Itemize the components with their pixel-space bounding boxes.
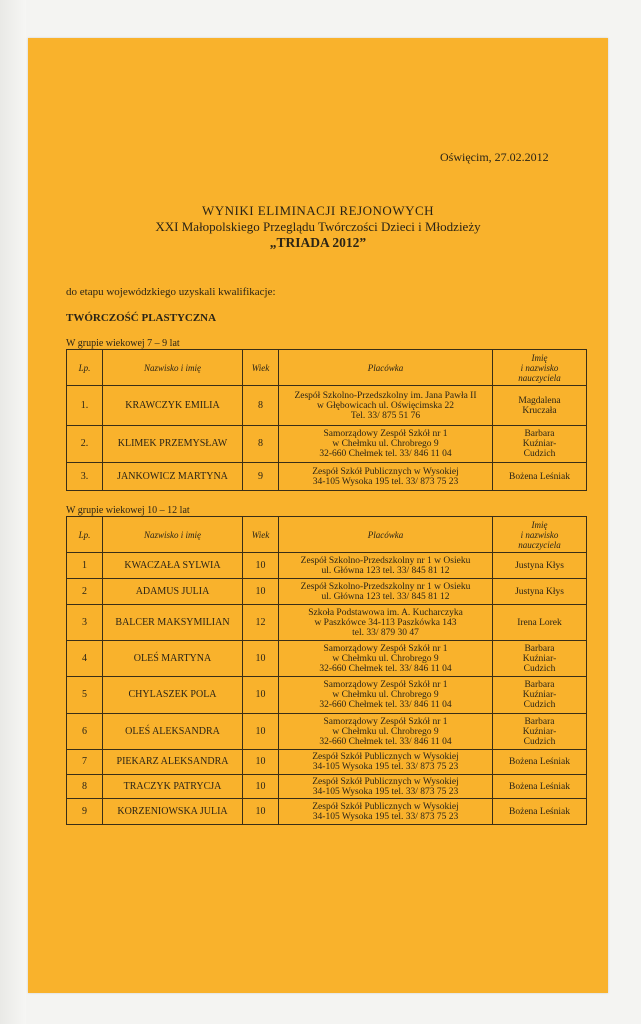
teacher-cell (493, 579, 587, 605)
results-table-group-2 (66, 516, 587, 825)
row-number: 2. (67, 426, 103, 463)
teacher-line: Cudzich (523, 449, 556, 459)
row-number: 4 (67, 641, 103, 677)
school-cell (279, 714, 493, 750)
table-row (67, 463, 587, 491)
school-line: Tel. 33/ 875 51 76 (350, 410, 421, 421)
header-age: Wiek (243, 517, 279, 553)
document-date: Oświęcim, 27.02.2012 (440, 150, 549, 164)
school-line: Zespół Szkół Publicznych w Wysokiej (312, 466, 459, 477)
school-line: w Chełmku ul. Chrobrego 9 (332, 439, 439, 449)
table-row (67, 579, 587, 605)
school-cell (279, 463, 493, 491)
school-line: ul. Główna 123 tel. 33/ 845 81 12 (321, 565, 450, 576)
participant-age: 8 (243, 426, 279, 463)
school-cell (279, 775, 493, 799)
teacher-cell (493, 605, 587, 641)
school-line: Zespół Szkolno-Przedszkolny nr 1 w Osieku (300, 581, 471, 592)
table-row (67, 553, 587, 579)
participant-name: OLEŚ MARTYNA (103, 641, 243, 677)
participant-name: OLEŚ ALEKSANDRA (103, 714, 243, 750)
header-place: Placówka (279, 350, 493, 386)
school-cell (279, 750, 493, 775)
teacher-line: Barbara (524, 716, 555, 727)
teacher-cell (493, 641, 587, 677)
intro-text: do etapu wojewódzkiego uzyskali kwalifikacje: (66, 286, 276, 298)
school-line: Samorządowy Zespół Szkół nr 1 (323, 429, 448, 439)
teacher-line: Bożena Leśniak (509, 757, 570, 767)
table-header-row (67, 517, 587, 553)
row-number: 2 (67, 579, 103, 605)
teacher-line: Cudzich (523, 663, 556, 674)
school-line: 34-105 Wysoka 195 tel. 33/ 873 75 23 (312, 476, 459, 487)
school-line: Zespół Szkół Publicznych w Wysokiej (312, 801, 459, 812)
title-line-3: „TRIADA 2012” (269, 235, 367, 250)
participant-name: BALCER MAKSYMILIAN (103, 605, 243, 641)
school-line: 32-660 Chełmek tel. 33/ 846 11 04 (319, 700, 452, 710)
participant-age: 10 (243, 579, 279, 605)
participant-age: 10 (243, 641, 279, 677)
participant-age: 10 (243, 714, 279, 750)
title-line-1: WYNIKI ELIMINACJI REJONOWYCH (201, 203, 435, 218)
participant-age: 12 (243, 605, 279, 641)
header-lp: Lp. (67, 350, 103, 386)
table-body-group-2 (67, 553, 587, 825)
table-row (67, 799, 587, 825)
title-line-2: XXI Małopolskiego Przeglądu Twórczości Dzieci i Młodzieży (155, 219, 481, 234)
teacher-line: Kuźniar- (522, 439, 557, 449)
school-line: Zespół Szkolno-Przedszkolny nr 1 w Osieku (300, 555, 471, 566)
participant-name: KWACZAŁA SYLWIA (103, 553, 243, 579)
participant-name: KORZENIOWSKA JULIA (103, 799, 243, 825)
header-teacher (493, 517, 587, 553)
participant-age: 10 (243, 799, 279, 825)
table-body-group-1 (67, 386, 587, 491)
participant-age: 10 (243, 677, 279, 714)
teacher-line: Justyna Kłys (515, 560, 564, 571)
participant-age: 10 (243, 775, 279, 799)
school-line: Samorządowy Zespół Szkół nr 1 (323, 716, 448, 727)
teacher-cell (493, 714, 587, 750)
header-teacher (493, 350, 587, 386)
table-row (67, 677, 587, 714)
school-line: ul. Główna 123 tel. 33/ 845 81 12 (321, 591, 450, 602)
teacher-line: Kuźniar- (522, 726, 557, 737)
teacher-line: Kuźniar- (522, 653, 557, 664)
group-2-label: W grupie wiekowej 10 – 12 lat (66, 505, 190, 516)
participant-name: JANKOWICZ MARTYNA (103, 463, 243, 491)
results-table-group-1 (66, 349, 587, 491)
participant-name: CHYLASZEK POLA (103, 677, 243, 714)
table-row (67, 750, 587, 775)
school-cell (279, 677, 493, 714)
school-line: 34-105 Wysoka 195 tel. 33/ 873 75 23 (312, 811, 459, 822)
row-number: 9 (67, 799, 103, 825)
teacher-line: Irena Lorek (517, 617, 562, 628)
teacher-line: Cudzich (523, 700, 556, 710)
school-line: Zespół Szkół Publicznych w Wysokiej (312, 752, 459, 762)
teacher-line: Bożena Leśniak (509, 781, 570, 792)
teacher-line: Kuźniar- (522, 690, 557, 700)
school-line: w Chełmku ul. Chrobrego 9 (332, 726, 439, 737)
school-line: 32-660 Chełmek tel. 33/ 846 11 04 (319, 736, 452, 747)
row-number: 1 (67, 553, 103, 579)
school-line: 32-660 Chełmek tel. 33/ 846 11 04 (319, 449, 452, 459)
school-line: w Głębowicach ul. Oświęcimska 22 (317, 400, 454, 411)
header-name: Nazwisko i imię (103, 517, 243, 553)
school-line: w Paszkówce 34-113 Paszkówka 143 (314, 617, 457, 628)
header-lp: Lp. (67, 517, 103, 553)
school-cell (279, 641, 493, 677)
participant-name: KRAWCZYK EMILIA (103, 386, 243, 426)
document-title (28, 203, 608, 251)
row-number: 1. (67, 386, 103, 426)
header-place: Placówka (279, 517, 493, 553)
participant-name: PIEKARZ ALEKSANDRA (103, 750, 243, 775)
participant-age: 8 (243, 386, 279, 426)
school-line: Zespół Szkół Publicznych w Wysokiej (312, 776, 459, 787)
teacher-cell (493, 426, 587, 463)
row-number: 7 (67, 750, 103, 775)
school-line: 32-660 Chełmek tel. 33/ 846 11 04 (319, 663, 452, 674)
table-row (67, 641, 587, 677)
school-cell (279, 799, 493, 825)
row-number: 5 (67, 677, 103, 714)
school-line: Samorządowy Zespół Szkół nr 1 (323, 680, 448, 690)
participant-age: 9 (243, 463, 279, 491)
participant-name: ADAMUS JULIA (103, 579, 243, 605)
page-edge (0, 0, 26, 1024)
header-name: Nazwisko i imię (103, 350, 243, 386)
teacher-cell (493, 677, 587, 714)
teacher-line: Bożena Leśniak (509, 806, 570, 817)
header-teacher-line: nauczyciela (518, 372, 561, 383)
school-cell (279, 426, 493, 463)
group-1-label: W grupie wiekowej 7 – 9 lat (66, 338, 180, 349)
school-cell (279, 386, 493, 426)
header-teacher-line: Imię (531, 519, 548, 530)
header-teacher-line: nauczyciela (518, 539, 561, 550)
teacher-line: Justyna Kłys (515, 586, 564, 597)
section-title: TWÓRCZOŚĆ PLASTYCZNA (66, 312, 217, 324)
school-line: 34-105 Wysoka 195 tel. 33/ 873 75 23 (312, 762, 459, 772)
teacher-cell (493, 553, 587, 579)
school-line: w Chełmku ul. Chrobrego 9 (332, 653, 439, 664)
teacher-cell (493, 463, 587, 491)
header-teacher-line: Imię (531, 352, 548, 363)
row-number: 8 (67, 775, 103, 799)
table-row (67, 775, 587, 799)
school-line: w Chełmku ul. Chrobrego 9 (332, 690, 439, 700)
row-number: 3 (67, 605, 103, 641)
table-row (67, 426, 587, 463)
table-row (67, 605, 587, 641)
header-teacher-line: i nazwisko (520, 529, 559, 540)
header-teacher-line: i nazwisko (520, 362, 559, 373)
school-cell (279, 579, 493, 605)
participant-name: KLIMEK PRZEMYSŁAW (103, 426, 243, 463)
teacher-line: Barbara (524, 429, 555, 439)
teacher-line: Kruczała (522, 405, 557, 416)
teacher-cell (493, 386, 587, 426)
teacher-line: Barbara (524, 643, 555, 654)
school-cell (279, 605, 493, 641)
school-cell (279, 553, 493, 579)
school-line: tel. 33/ 879 30 47 (352, 627, 419, 638)
row-number: 3. (67, 463, 103, 491)
header-age: Wiek (243, 350, 279, 386)
school-line: Samorządowy Zespół Szkół nr 1 (323, 643, 448, 654)
row-number: 6 (67, 714, 103, 750)
school-line: Szkoła Podstawowa im. A. Kucharczyka (308, 607, 463, 618)
teacher-line: Bożena Leśniak (509, 471, 570, 482)
teacher-line: Magdalena (518, 395, 561, 406)
participant-age: 10 (243, 750, 279, 775)
table-row (67, 714, 587, 750)
participant-name: TRACZYK PATRYCJA (103, 775, 243, 799)
teacher-cell (493, 750, 587, 775)
school-line: 34-105 Wysoka 195 tel. 33/ 873 75 23 (312, 786, 459, 797)
school-line: Zespół Szkolno-Przedszkolny im. Jana Pawła II (294, 390, 477, 401)
teacher-cell (493, 799, 587, 825)
participant-age: 10 (243, 553, 279, 579)
table-header-row (67, 350, 587, 386)
teacher-line: Barbara (524, 680, 555, 690)
table-row (67, 386, 587, 426)
teacher-line: Cudzich (523, 736, 556, 747)
teacher-cell (493, 775, 587, 799)
